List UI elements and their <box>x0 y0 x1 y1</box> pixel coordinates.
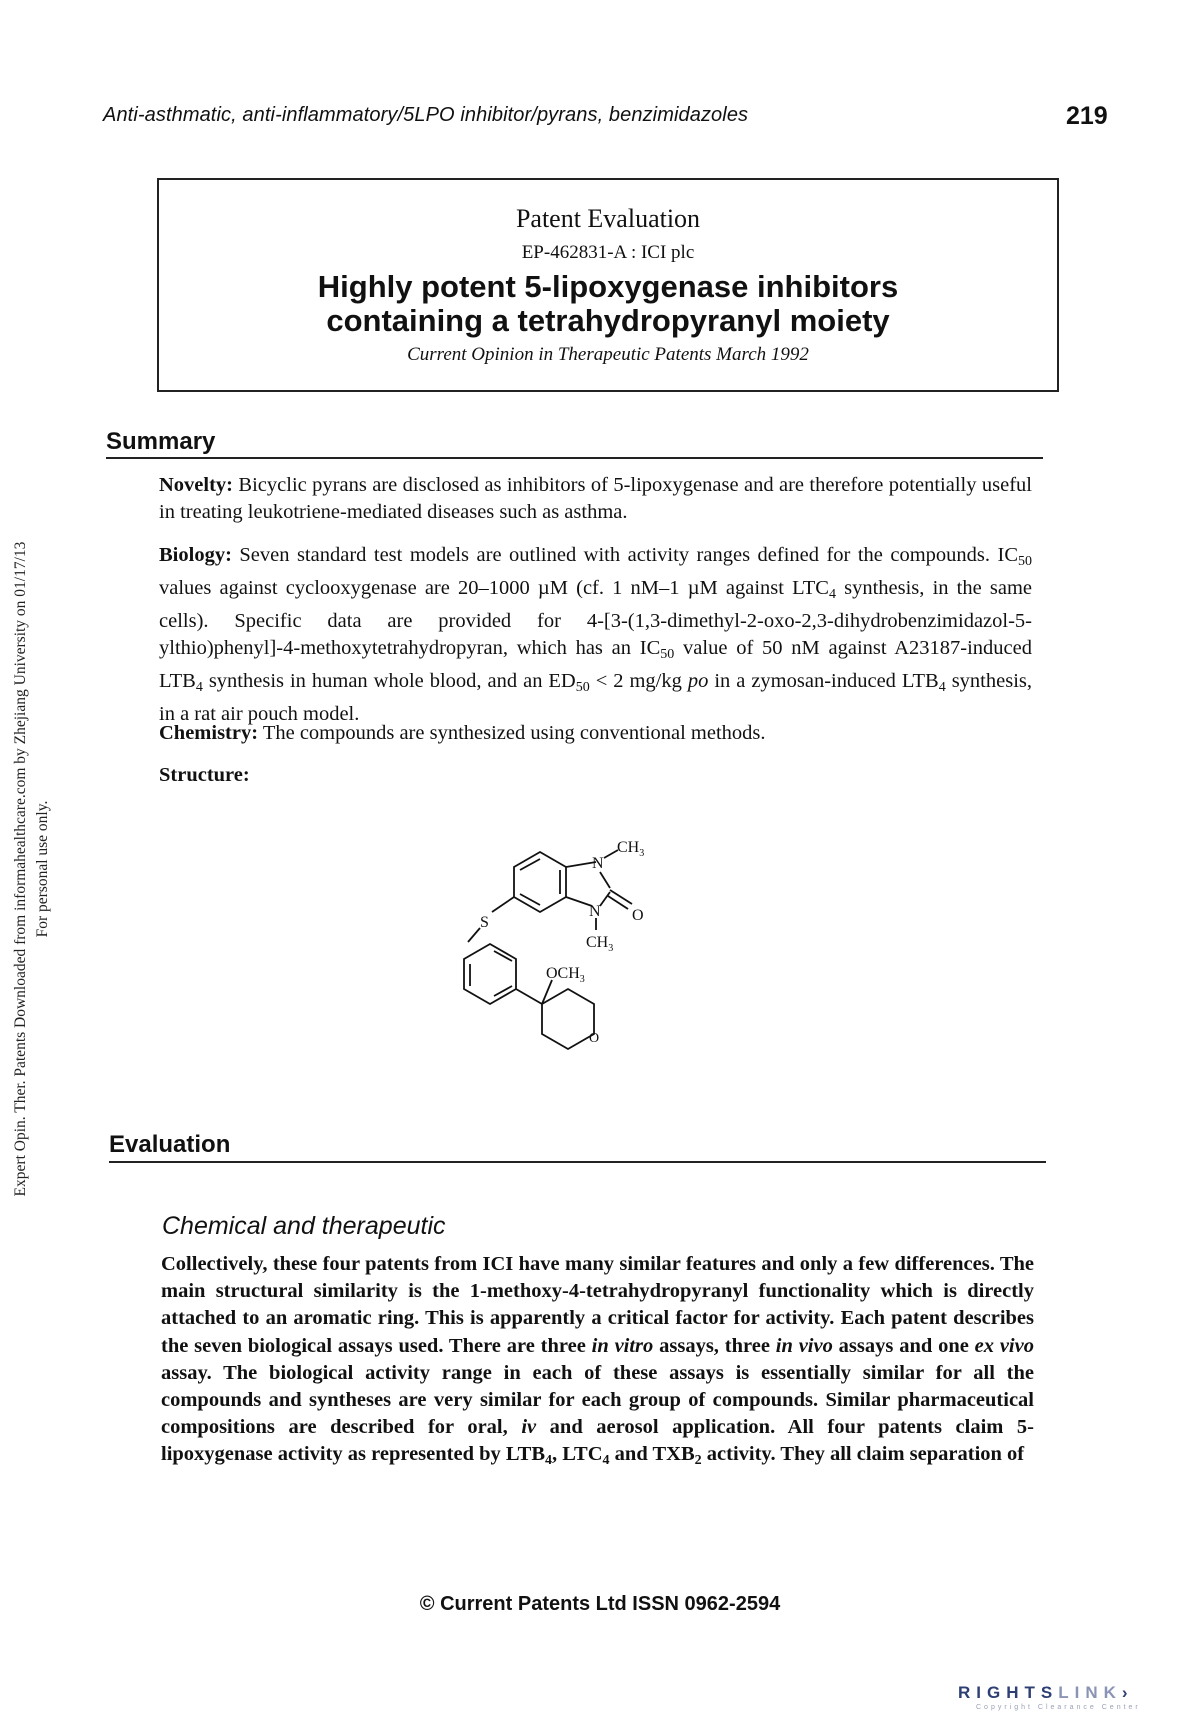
biology-text: value of 50 nM against A23187-induced LTB <box>159 637 1032 692</box>
summary-heading: Summary <box>106 428 216 455</box>
biology-text: in a zymosan-induced LTB <box>708 670 939 692</box>
methyl-subscript: 3 <box>639 848 645 859</box>
evaluation-text: and TXB <box>609 1443 695 1466</box>
evaluation-text: assays, three <box>653 1334 776 1357</box>
double-bond <box>494 986 512 996</box>
copyright-footer: © Current Patents Ltd ISSN 0962-2594 <box>419 1593 781 1615</box>
article-title-line-1: Highly potent 5-lipoxygenase inhibitors <box>317 269 899 304</box>
methoxy-subscript: 3 <box>579 974 585 985</box>
chemistry-label: Chemistry: <box>159 722 259 744</box>
evaluation-text-italic: iv <box>521 1416 537 1439</box>
biology-paragraph <box>159 542 1032 728</box>
structure-label: Structure: <box>159 764 250 786</box>
subscript: 4 <box>195 680 203 695</box>
carbonyl-bond <box>608 896 628 909</box>
biology-label: Biology: <box>159 544 232 566</box>
chemical-structure <box>460 830 700 1060</box>
running-title: Anti-asthmatic, anti-inflammatory/5LPO inhibitor/pyrans, benzimidazoles <box>103 104 749 126</box>
bond <box>516 989 542 1004</box>
download-notice-line-1: Expert Opin. Ther. Patents Downloaded from informahealthcare.com by Zhejiang University on 01/17/13 <box>12 541 29 1197</box>
rightslink-subtext: Copyright Clearance Center <box>976 1704 1141 1711</box>
subscript: 4 <box>545 1453 553 1469</box>
nitrogen-label: N <box>589 903 601 920</box>
methyl-label <box>586 934 613 954</box>
evaluation-paragraph <box>161 1251 1034 1475</box>
download-notice-line-2: For personal use only. <box>34 800 51 938</box>
box-kicker: Patent Evaluation <box>515 204 701 233</box>
double-bond <box>520 894 540 905</box>
novelty-paragraph <box>159 472 1032 526</box>
source-citation: Current Opinion in Therapeutic Patents March 1992 <box>407 344 809 365</box>
methyl-text: CH <box>586 934 609 951</box>
novelty-label: Novelty: <box>159 474 234 496</box>
rightslink-link: LINK <box>1058 1683 1122 1702</box>
bond <box>600 872 610 888</box>
chevron-right-icon: › <box>1121 1683 1128 1702</box>
biology-text: synthesis in human whole blood, and an ED <box>202 670 576 692</box>
chemistry-text: The compounds are synthesized using conventional methods. <box>258 722 766 744</box>
evaluation-text: and aerosol application. All four patents claim 5-lipoxygenase activity as represented by LTB <box>161 1416 1034 1466</box>
evaluation-text: assays and one <box>832 1334 975 1357</box>
double-bond <box>520 859 540 870</box>
sulfur-label: S <box>480 914 489 931</box>
chemistry-paragraph <box>159 720 1032 747</box>
patent-number: EP-462831-A : ICI plc <box>521 242 695 263</box>
article-title-line-2: containing a tetrahydropyranyl moiety <box>326 303 890 338</box>
evaluation-text: assay. The biological activity range in each of these assays is essentially similar for all the compounds and syntheses are very similar for each group of compounds. Similar pharmaceutical compositions are described for oral, <box>161 1361 1034 1439</box>
summary-rule <box>106 457 1043 459</box>
subscript: 2 <box>694 1453 702 1469</box>
evaluation-text: , LTC <box>552 1443 603 1466</box>
evaluation-text: activity. They all claim separation of <box>701 1443 1025 1466</box>
subscript: 50 <box>660 647 675 662</box>
subscript: 4 <box>602 1453 610 1469</box>
biology-text: < 2 mg/kg <box>589 670 688 692</box>
patent-evaluation-box <box>157 178 1059 392</box>
evaluation-text-italic: in vivo <box>775 1334 833 1357</box>
page-number: 219 <box>1066 102 1108 130</box>
subscript: 50 <box>575 680 590 695</box>
article-title <box>159 270 1057 338</box>
chemical-therapeutic-subheading: Chemical and therapeutic <box>162 1212 446 1240</box>
structure-paragraph <box>159 762 1032 789</box>
structure-labels <box>480 839 644 1046</box>
evaluation-text-italic: ex vivo <box>974 1334 1034 1357</box>
biology-text: values against cyclooxygenase are 20–1000 µM (cf. 1 nM–1 µM against LTC <box>159 577 829 599</box>
novelty-text: Bicyclic pyrans are disclosed as inhibitors of 5-lipoxygenase and are therefore potentially useful in treating leukotriene-mediated diseases such as asthma. <box>159 474 1032 523</box>
evaluation-text: Collectively, these four patents from ICI have many similar features and only a few differences. The main structural similarity is the 1-methoxy-4-tetrahydropyranyl functionality which is directly attached to an aromatic ring. This is apparently a critical factor for activity. Each patent describes the seven biological assays used. There are three <box>161 1253 1034 1357</box>
biology-text-italic: po <box>687 670 709 692</box>
subscript: 4 <box>938 680 946 695</box>
methoxy-text: OCH <box>546 965 580 982</box>
evaluation-rule <box>109 1161 1046 1163</box>
biology-text: Seven standard test models are outlined with activity ranges defined for the compounds. IC <box>231 544 1018 566</box>
evaluation-text-italic: in vitro <box>591 1334 654 1357</box>
biology-text: synthesis, in the same cells). Specific data are provided for 4-[3-(1,3-dimethyl-2-oxo-2,3-dihydrobenzimidazol-5-ylthio)phenyl]-4-methoxytetrahydropyran, which has an IC <box>159 577 1032 659</box>
phenyl-ring <box>464 944 516 1004</box>
methyl-text: CH <box>617 839 640 856</box>
oxygen-label: O <box>632 907 644 924</box>
subscript: 50 <box>1018 554 1032 569</box>
benzo-ring <box>514 852 566 912</box>
carbonyl-bond <box>610 890 632 904</box>
pyran-ring <box>542 989 594 1049</box>
nitrogen-label: N <box>592 855 604 872</box>
methyl-subscript: 3 <box>608 943 614 954</box>
biology-text: synthesis, in a rat air pouch model. <box>159 670 1033 725</box>
download-notice <box>10 509 54 1229</box>
rightslink-logo[interactable] <box>958 1683 1128 1703</box>
bond <box>492 897 514 912</box>
subscript: 4 <box>828 587 836 602</box>
ring-oxygen-label: O <box>589 1031 600 1046</box>
bond <box>600 892 610 906</box>
methyl-bond <box>604 850 618 858</box>
evaluation-heading: Evaluation <box>109 1131 231 1158</box>
bond <box>468 928 480 942</box>
methyl-label <box>617 839 644 859</box>
rightslink-rights: RIGHTS <box>958 1683 1059 1702</box>
